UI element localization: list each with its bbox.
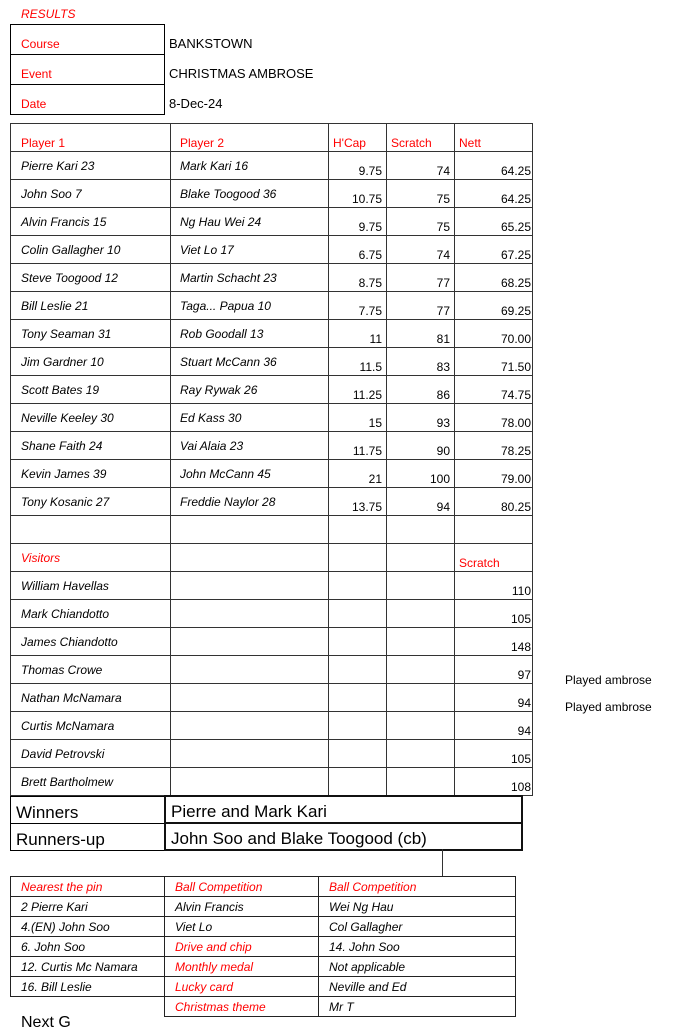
nett-cell: 80.25 <box>455 488 533 516</box>
visitor-name: James Chiandotto <box>11 628 171 656</box>
visitor-scratch: 110 <box>455 572 533 600</box>
visitor-scratch: 148 <box>455 628 533 656</box>
player2-cell: John McCann 45 <box>171 460 329 488</box>
winners-label: Winners <box>11 796 166 823</box>
empty-cell <box>387 684 455 712</box>
empty-cell <box>387 572 455 600</box>
visitor-note: Played ambrose <box>565 700 652 714</box>
table-row <box>11 236 533 264</box>
comp-entry: Alvin Francis <box>165 897 319 917</box>
ball-comp-header-2: Ball Competition <box>319 877 516 897</box>
visitor-scratch: 97 <box>455 656 533 684</box>
empty-cell <box>387 544 455 572</box>
nett-cell: 78.25 <box>455 432 533 460</box>
player1-cell: Tony Seaman 31 <box>11 320 171 348</box>
table-row <box>11 376 533 404</box>
nett-cell: 67.25 <box>455 236 533 264</box>
comp-entry: Viet Lo <box>165 917 319 937</box>
visitor-scratch: 105 <box>455 740 533 768</box>
empty-cell <box>329 544 387 572</box>
player2-cell: Mark Kari 16 <box>171 152 329 180</box>
empty-cell <box>387 600 455 628</box>
hcap-cell: 11.75 <box>329 432 387 460</box>
comp-row <box>11 957 516 977</box>
nett-cell: 68.25 <box>455 264 533 292</box>
runners-up-row <box>11 823 523 850</box>
date-label: Date <box>11 85 165 115</box>
course-label: Course <box>11 25 165 55</box>
empty-cell <box>387 712 455 740</box>
empty-cell <box>329 600 387 628</box>
winners-value: Pierre and Mark Kari <box>165 796 522 823</box>
scratch-cell: 75 <box>387 208 455 236</box>
player2-cell: Martin Schacht 23 <box>171 264 329 292</box>
empty-cell <box>171 684 329 712</box>
player1-cell: Shane Faith 24 <box>11 432 171 460</box>
player2-cell: Ray Rywak 26 <box>171 376 329 404</box>
nett-cell: 64.25 <box>455 180 533 208</box>
nett-cell: 69.25 <box>455 292 533 320</box>
empty-cell <box>171 516 329 544</box>
col-header-player1: Player 1 <box>11 124 171 152</box>
empty-cell <box>171 600 329 628</box>
hcap-cell: 11 <box>329 320 387 348</box>
table-row <box>11 320 533 348</box>
player1-cell: John Soo 7 <box>11 180 171 208</box>
hcap-cell: 8.75 <box>329 264 387 292</box>
runners-up-label: Runners-up <box>11 823 166 850</box>
player2-cell: Viet Lo 17 <box>171 236 329 264</box>
visitor-row <box>11 572 533 600</box>
event-info-table <box>10 24 314 115</box>
empty-cell <box>171 768 329 796</box>
empty-cell <box>329 712 387 740</box>
nearest-pin-entry: 4.(EN) John Soo <box>11 917 165 937</box>
table-row <box>11 152 533 180</box>
table-row <box>11 180 533 208</box>
info-row-date <box>11 85 314 115</box>
visitors-header-row <box>11 544 533 572</box>
player1-cell: Jim Gardner 10 <box>11 348 171 376</box>
player2-cell: Blake Toogood 36 <box>171 180 329 208</box>
info-row-course <box>11 25 314 55</box>
comp-result: Mr T <box>319 997 516 1017</box>
empty-cell <box>329 740 387 768</box>
visitor-name: William Havellas <box>11 572 171 600</box>
visitor-scratch: 105 <box>455 600 533 628</box>
player2-cell: Vai Alaia 23 <box>171 432 329 460</box>
visitor-name: David Petrovski <box>11 740 171 768</box>
hcap-cell: 10.75 <box>329 180 387 208</box>
hcap-cell: 6.75 <box>329 236 387 264</box>
col-header-player2: Player 2 <box>171 124 329 152</box>
comp-category: Lucky card <box>165 977 319 997</box>
nearest-pin-entry: 6. John Soo <box>11 937 165 957</box>
comp-row <box>11 997 516 1017</box>
player2-cell: Taga... Papua 10 <box>171 292 329 320</box>
empty-cell <box>329 628 387 656</box>
empty-cell <box>329 768 387 796</box>
nett-cell: 71.50 <box>455 348 533 376</box>
player1-cell: Pierre Kari 23 <box>11 152 171 180</box>
hcap-cell: 9.75 <box>329 208 387 236</box>
scratch-cell: 86 <box>387 376 455 404</box>
visitor-name: Curtis McNamara <box>11 712 171 740</box>
scratch-cell: 75 <box>387 180 455 208</box>
empty-cell <box>171 712 329 740</box>
results-title: RESULTS <box>21 7 76 21</box>
hcap-cell: 11.25 <box>329 376 387 404</box>
event-label: Event <box>11 55 165 85</box>
table-row <box>11 208 533 236</box>
nett-cell: 79.00 <box>455 460 533 488</box>
empty-cell <box>329 684 387 712</box>
player1-cell: Scott Bates 19 <box>11 376 171 404</box>
visitor-row <box>11 656 533 684</box>
player1-cell: Colin Gallagher 10 <box>11 236 171 264</box>
player1-cell: Steve Toogood 12 <box>11 264 171 292</box>
winners-row <box>11 796 523 823</box>
course-value: BANKSTOWN <box>169 35 253 51</box>
empty-cell <box>387 516 455 544</box>
nett-cell: 70.00 <box>455 320 533 348</box>
comp-category: Christmas theme <box>165 997 319 1017</box>
next-game-text: Next G <box>21 1014 71 1031</box>
empty-cell <box>387 628 455 656</box>
visitor-row <box>11 712 533 740</box>
empty-cell <box>329 572 387 600</box>
player2-cell: Stuart McCann 36 <box>171 348 329 376</box>
visitor-scratch: 94 <box>455 684 533 712</box>
visitor-row <box>11 768 533 796</box>
scratch-cell: 77 <box>387 292 455 320</box>
player1-cell: Neville Keeley 30 <box>11 404 171 432</box>
visitor-row <box>11 740 533 768</box>
table-row <box>11 404 533 432</box>
table-row <box>11 488 533 516</box>
scratch-cell: 81 <box>387 320 455 348</box>
comp-result: Wei Ng Hau <box>319 897 516 917</box>
visitor-name: Brett Bartholmew <box>11 768 171 796</box>
visitor-name: Nathan McNamara <box>11 684 171 712</box>
visitor-row <box>11 684 533 712</box>
table-row <box>11 292 533 320</box>
visitor-row <box>11 628 533 656</box>
player2-cell: Ng Hau Wei 24 <box>171 208 329 236</box>
visitor-scratch: 94 <box>455 712 533 740</box>
nett-cell: 65.25 <box>455 208 533 236</box>
empty-cell <box>329 516 387 544</box>
hcap-cell: 7.75 <box>329 292 387 320</box>
nearest-pin-entry: 12. Curtis Mc Namara <box>11 957 165 977</box>
scratch-cell: 93 <box>387 404 455 432</box>
runners-up-value: John Soo and Blake Toogood (cb) <box>165 823 522 850</box>
empty-cell <box>387 768 455 796</box>
scratch-cell: 74 <box>387 152 455 180</box>
comp-row <box>11 897 516 917</box>
hcap-cell: 11.5 <box>329 348 387 376</box>
hcap-cell: 15 <box>329 404 387 432</box>
visitors-scratch-header: Scratch <box>455 544 533 572</box>
ball-comp-header-1: Ball Competition <box>165 877 319 897</box>
date-value: 8-Dec-24 <box>169 95 223 111</box>
nett-cell: 64.25 <box>455 152 533 180</box>
comp-result: Col Gallagher <box>319 917 516 937</box>
empty-cell <box>11 516 171 544</box>
table-row <box>11 432 533 460</box>
comp-category: Drive and chip <box>165 937 319 957</box>
hcap-cell: 9.75 <box>329 152 387 180</box>
player1-cell: Tony Kosanic 27 <box>11 488 171 516</box>
scratch-cell: 77 <box>387 264 455 292</box>
player2-cell: Ed Kass 30 <box>171 404 329 432</box>
empty-cell <box>171 628 329 656</box>
nett-cell: 78.00 <box>455 404 533 432</box>
comp-row <box>11 917 516 937</box>
visitor-name: Thomas Crowe <box>11 656 171 684</box>
visitor-row <box>11 600 533 628</box>
visitors-title: Visitors <box>11 544 171 572</box>
nett-cell: 74.75 <box>455 376 533 404</box>
winners-table <box>10 795 523 851</box>
player1-cell: Alvin Francis 15 <box>11 208 171 236</box>
col-header-nett: Nett <box>455 124 533 152</box>
empty-cell <box>387 740 455 768</box>
empty-cell <box>171 656 329 684</box>
empty-cell <box>329 656 387 684</box>
player2-cell: Rob Goodall 13 <box>171 320 329 348</box>
results-table <box>10 123 533 796</box>
comp-category: Monthly medal <box>165 957 319 977</box>
table-row <box>11 264 533 292</box>
table-row <box>11 348 533 376</box>
scratch-cell: 100 <box>387 460 455 488</box>
empty-cell <box>171 544 329 572</box>
comp-row <box>11 937 516 957</box>
scratch-cell: 83 <box>387 348 455 376</box>
col-header-scratch: Scratch <box>387 124 455 152</box>
event-value: CHRISTMAS AMBROSE <box>169 65 314 81</box>
visitor-note: Played ambrose <box>565 673 652 687</box>
nearest-pin-header: Nearest the pin <box>11 877 165 897</box>
comp-result: Neville and Ed <box>319 977 516 997</box>
player2-cell: Freddie Naylor 28 <box>171 488 329 516</box>
col-header-hcap: H'Cap <box>329 124 387 152</box>
player1-cell: Bill Leslie 21 <box>11 292 171 320</box>
results-header-row <box>11 124 533 152</box>
empty-cell <box>455 516 533 544</box>
hcap-cell: 13.75 <box>329 488 387 516</box>
competitions-table <box>10 876 516 1017</box>
empty-row <box>11 516 533 544</box>
table-row <box>11 460 533 488</box>
hcap-cell: 21 <box>329 460 387 488</box>
scratch-cell: 90 <box>387 432 455 460</box>
scratch-cell: 94 <box>387 488 455 516</box>
comp-header-row <box>11 877 516 897</box>
visitor-scratch: 108 <box>455 768 533 796</box>
comp-row <box>11 977 516 997</box>
comp-result: Not applicable <box>319 957 516 977</box>
info-row-event <box>11 55 314 85</box>
nearest-pin-entry: 16. Bill Leslie <box>11 977 165 997</box>
nearest-pin-entry: 2 Pierre Kari <box>11 897 165 917</box>
empty-cell <box>171 572 329 600</box>
empty-cell <box>171 740 329 768</box>
comp-result: 14. John Soo <box>319 937 516 957</box>
player1-cell: Kevin James 39 <box>11 460 171 488</box>
empty-cell <box>387 656 455 684</box>
visitor-name: Mark Chiandotto <box>11 600 171 628</box>
scratch-cell: 74 <box>387 236 455 264</box>
connector-line <box>442 849 443 876</box>
